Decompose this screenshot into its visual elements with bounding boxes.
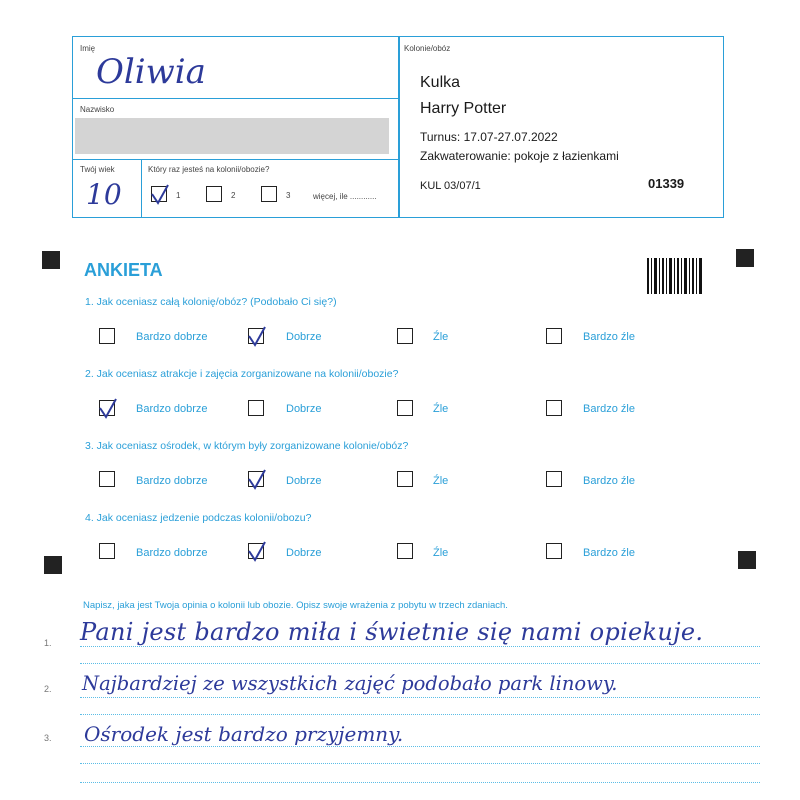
q1-option-dobrze: Dobrze [286,331,322,343]
opinion-prompt: Napisz, jaka jest Twoja opinia o kolonii lub obozie. Opisz swoje wrażenia z pobytu w trzech zdaniach. [83,600,508,611]
q4-checkbox-dobrze[interactable] [248,543,264,559]
question-4-text: 4. Jak oceniasz jedzenie podczas kolonii/obozu? [85,512,312,524]
writing-line [80,782,760,783]
checkmark-icon [150,182,172,206]
registration-marker [44,556,62,574]
wiek-label: Twój wiek [80,165,115,174]
q2-checkbox-dobrze[interactable] [248,400,264,416]
q1-option-zle: Źle [433,331,449,343]
writing-line [80,763,760,764]
opinion-line-1[interactable]: Pani jest bardzo miła i świetnie się nami opiekuje. [80,618,704,646]
checkmark-icon [247,467,269,491]
opinion-line-2[interactable]: Najbardziej ze wszystkich zajęć podobało park linowy. [82,672,618,695]
registration-marker [738,551,756,569]
line-number-3: 3. [44,733,52,743]
q1-checkbox-bardzo-zle[interactable] [546,328,562,344]
ktory-raz-option-2: 2 [231,191,236,200]
imie-value[interactable]: Oliwia [96,52,206,92]
divider-imie [73,98,399,99]
q1-option-bardzo-zle: Bardzo źle [583,331,635,343]
q3-checkbox-bardzo-dobrze[interactable] [99,471,115,487]
registration-marker [42,251,60,269]
q3-checkbox-zle[interactable] [397,471,413,487]
q2-checkbox-bardzo-dobrze[interactable] [99,400,115,416]
q4-option-bardzo-dobrze: Bardzo dobrze [136,547,208,559]
ktory-raz-checkbox-2[interactable] [206,186,222,202]
wiecej-label: więcej, ile ............ [313,192,377,201]
q4-checkbox-bardzo-zle[interactable] [546,543,562,559]
barcode-icon [647,258,703,294]
nazwisko-redaction [75,118,389,154]
wiek-value[interactable]: 10 [86,178,122,211]
q1-checkbox-bardzo-dobrze[interactable] [99,328,115,344]
camp-name: Kulka [420,74,461,91]
checkmark-icon [98,396,120,420]
ktory-raz-checkbox-3[interactable] [261,186,277,202]
q3-option-bardzo-dobrze: Bardzo dobrze [136,475,208,487]
camp-code: KUL 03/07/1 [420,180,481,192]
ktory-raz-checkbox-1[interactable] [151,186,167,202]
q2-checkbox-zle[interactable] [397,400,413,416]
q4-option-bardzo-zle: Bardzo źle [583,547,635,559]
survey-title: ANKIETA [84,260,163,280]
checkmark-icon [247,324,269,348]
question-1-text: 1. Jak oceniasz całą kolonię/obóz? (Podobało Ci się?) [85,296,337,308]
camp-turnus: Turnus: 17.07-27.07.2022 [420,130,558,144]
camp-zakwaterowanie: Zakwaterowanie: pokoje z łazienkami [420,149,619,163]
camp-number: 01339 [648,176,685,191]
nazwisko-label: Nazwisko [80,105,115,114]
divider-nazwisko [73,159,399,160]
writing-line [80,697,760,698]
opinion-line-3[interactable]: Ośrodek jest bardzo przyjemny. [84,722,404,746]
q4-option-dobrze: Dobrze [286,547,322,559]
q3-option-bardzo-zle: Bardzo źle [583,475,635,487]
writing-line [80,646,760,647]
line-number-2: 2. [44,684,52,694]
q1-checkbox-zle[interactable] [397,328,413,344]
q1-option-bardzo-dobrze: Bardzo dobrze [136,331,208,343]
imie-label: Imię [80,44,96,53]
ktory-raz-label: Który raz jesteś na kolonii/obozie? [148,165,270,174]
camp-theme: Harry Potter [420,100,507,117]
writing-line [80,714,760,715]
q3-checkbox-dobrze[interactable] [248,471,264,487]
line-number-1: 1. [44,638,52,648]
q3-checkbox-bardzo-zle[interactable] [546,471,562,487]
q4-checkbox-zle[interactable] [397,543,413,559]
q1-checkbox-dobrze[interactable] [248,328,264,344]
q2-option-zle: Źle [433,403,449,415]
writing-line [80,746,760,747]
question-3-text: 3. Jak oceniasz ośrodek, w którym były zorganizowane kolonie/obóz? [85,440,409,452]
writing-line [80,663,760,664]
q2-option-bardzo-zle: Bardzo źle [583,403,635,415]
checkmark-icon [247,539,269,563]
question-2-text: 2. Jak oceniasz atrakcje i zajęcia zorganizowane na kolonii/obozie? [85,368,399,380]
q2-option-bardzo-dobrze: Bardzo dobrze [136,403,208,415]
q4-option-zle: Źle [433,547,449,559]
q2-option-dobrze: Dobrze [286,403,322,415]
q4-checkbox-bardzo-dobrze[interactable] [99,543,115,559]
q2-checkbox-bardzo-zle[interactable] [546,400,562,416]
q3-option-zle: Źle [433,475,449,487]
ktory-raz-option-1: 1 [176,191,181,200]
q3-option-dobrze: Dobrze [286,475,322,487]
registration-marker [736,249,754,267]
kolonia-label: Kolonie/obóz [404,44,451,53]
ktory-raz-option-3: 3 [286,191,291,200]
divider-wiek [141,159,142,217]
